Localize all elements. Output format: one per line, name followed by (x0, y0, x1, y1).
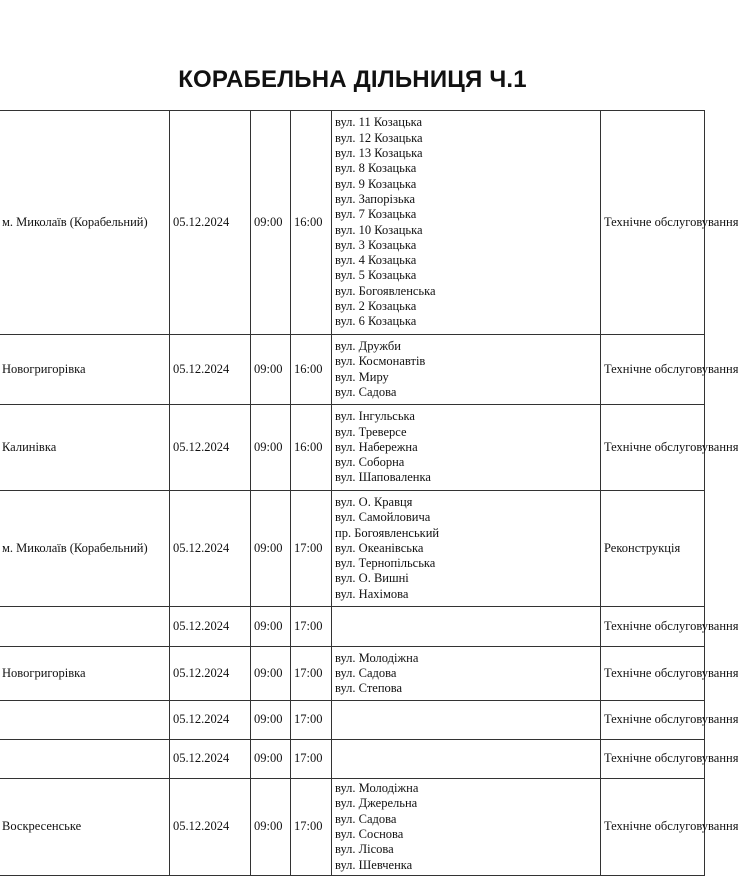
street-item: вул. Нахімова (335, 586, 409, 601)
date-cell: 05.12.2024 (170, 779, 251, 876)
street-item: вул. О. Вишні (335, 571, 409, 586)
work-type-cell: Технічне обслуговування (601, 607, 705, 647)
street-item: вул. Миру (335, 369, 389, 384)
street-item: вул. Молодіжна (335, 781, 419, 796)
street-item: вул. 3 Козацька (335, 237, 417, 252)
work-type-cell: Технічне обслуговування (601, 779, 705, 876)
end-time-cell: 16:00 (291, 405, 332, 491)
work-type-cell: Технічне обслуговування (601, 335, 705, 405)
street-item: вул. Запорізька (335, 191, 416, 206)
street-item: вул. 12 Козацька (335, 130, 423, 145)
start-time-cell: 09:00 (251, 405, 291, 491)
street-item: вул. О. Кравця (335, 494, 413, 509)
date-cell: 05.12.2024 (170, 405, 251, 491)
work-type-cell: Технічне обслуговування (601, 701, 705, 740)
table-row (0, 740, 705, 779)
table-row (0, 701, 705, 740)
streets-cell (332, 701, 601, 740)
street-item: вул. Тернопільська (335, 556, 436, 571)
settlement-cell: Новогригорівка (0, 647, 170, 701)
street-item: вул. 5 Козацька (335, 268, 417, 283)
table-row (0, 335, 705, 405)
end-time-cell: 17:00 (291, 701, 332, 740)
start-time-cell: 09:00 (251, 607, 291, 647)
street-item: вул. Садова (335, 665, 397, 680)
date-cell: 05.12.2024 (170, 740, 251, 779)
street-item: вул. Дружби (335, 338, 401, 353)
street-item: вул. Садова (335, 384, 397, 399)
start-time-cell: 09:00 (251, 335, 291, 405)
table-row (0, 647, 705, 701)
end-time-cell: 17:00 (291, 607, 332, 647)
settlement-cell (0, 740, 170, 779)
work-type-cell: Технічне обслуговування (601, 740, 705, 779)
street-item: вул. Інгульська (335, 409, 415, 424)
date-cell: 05.12.2024 (170, 647, 251, 701)
work-type-cell: Технічне обслуговування (601, 647, 705, 701)
work-type-cell: Технічне обслуговування (601, 405, 705, 491)
table-row (0, 111, 705, 335)
street-item: вул. Садова (335, 811, 397, 826)
streets-cell (332, 779, 601, 876)
start-time-cell: 09:00 (251, 491, 291, 607)
streets-cell (332, 335, 601, 405)
end-time-cell: 17:00 (291, 779, 332, 876)
street-item: вул. Шаповаленка (335, 470, 431, 485)
street-item: вул. Соснова (335, 827, 404, 841)
end-time-cell: 17:00 (291, 740, 332, 779)
settlement-cell: Калинівка (0, 405, 170, 491)
street-item: вул. Набережна (335, 439, 418, 454)
street-item: вул. 13 Козацька (335, 146, 423, 161)
street-item: вул. 11 Козацька (335, 115, 423, 130)
streets-cell (332, 111, 601, 335)
street-item: вул. Молодіжна (335, 650, 419, 665)
start-time-cell: 09:00 (251, 647, 291, 701)
street-item: вул. Шевченка (335, 857, 413, 872)
date-cell: 05.12.2024 (170, 607, 251, 647)
street-item: вул. Лісова (335, 842, 394, 857)
start-time-cell: 09:00 (251, 111, 291, 335)
table-row (0, 779, 705, 876)
streets-cell (332, 607, 601, 647)
street-item: вул. 10 Козацька (335, 222, 423, 237)
end-time-cell: 16:00 (291, 335, 332, 405)
street-item: вул. Океанівська (335, 540, 424, 555)
end-time-cell: 17:00 (291, 647, 332, 701)
street-item: вул. Степова (335, 681, 403, 696)
settlement-cell: Новогригорівка (0, 335, 170, 405)
page-title: КОРАБЕЛЬНА ДІЛЬНИЦЯ Ч.1 (178, 66, 527, 93)
streets-cell (332, 740, 601, 779)
date-cell: 05.12.2024 (170, 491, 251, 607)
settlement-cell: Воскресенське (0, 779, 170, 876)
outage-schedule-table (0, 110, 738, 876)
work-type-cell: Технічне обслуговування (601, 111, 705, 335)
settlement-cell: м. Миколаїв (Корабельний) (0, 491, 170, 607)
work-type-cell: Реконструкція (601, 491, 705, 607)
settlement-cell (0, 701, 170, 740)
table-row (0, 607, 705, 647)
start-time-cell: 09:00 (251, 779, 291, 876)
end-time-cell: 17:00 (291, 491, 332, 607)
end-time-cell: 16:00 (291, 111, 332, 335)
start-time-cell: 09:00 (251, 701, 291, 740)
streets-cell (332, 405, 601, 491)
date-cell: 05.12.2024 (170, 701, 251, 740)
street-item: пр. Богоявленський (335, 525, 440, 540)
date-cell: 05.12.2024 (170, 111, 251, 335)
street-item: вул. 9 Козацька (335, 176, 417, 191)
date-cell: 05.12.2024 (170, 335, 251, 405)
table-row (0, 491, 705, 607)
table-row (0, 405, 705, 491)
street-item: вул. Соборна (335, 455, 405, 470)
street-item: вул. 8 Козацька (335, 161, 417, 176)
street-item: вул. Самойловича (335, 510, 431, 525)
street-item: вул. Треверсе (335, 424, 407, 439)
street-item: вул. 6 Козацька (335, 314, 417, 329)
street-item: вул. Космонавтів (335, 354, 426, 369)
street-item: вул. 7 Козацька (335, 207, 417, 222)
streets-cell (332, 647, 601, 701)
street-item: вул. 2 Козацька (335, 298, 417, 313)
street-item: вул. Богоявленська (335, 283, 436, 298)
street-item: вул. 4 Козацька (335, 253, 417, 268)
settlement-cell (0, 607, 170, 647)
street-item: вул. Джерельна (335, 796, 418, 811)
streets-cell (332, 491, 601, 607)
start-time-cell: 09:00 (251, 740, 291, 779)
settlement-cell: м. Миколаїв (Корабельний) (0, 111, 170, 335)
